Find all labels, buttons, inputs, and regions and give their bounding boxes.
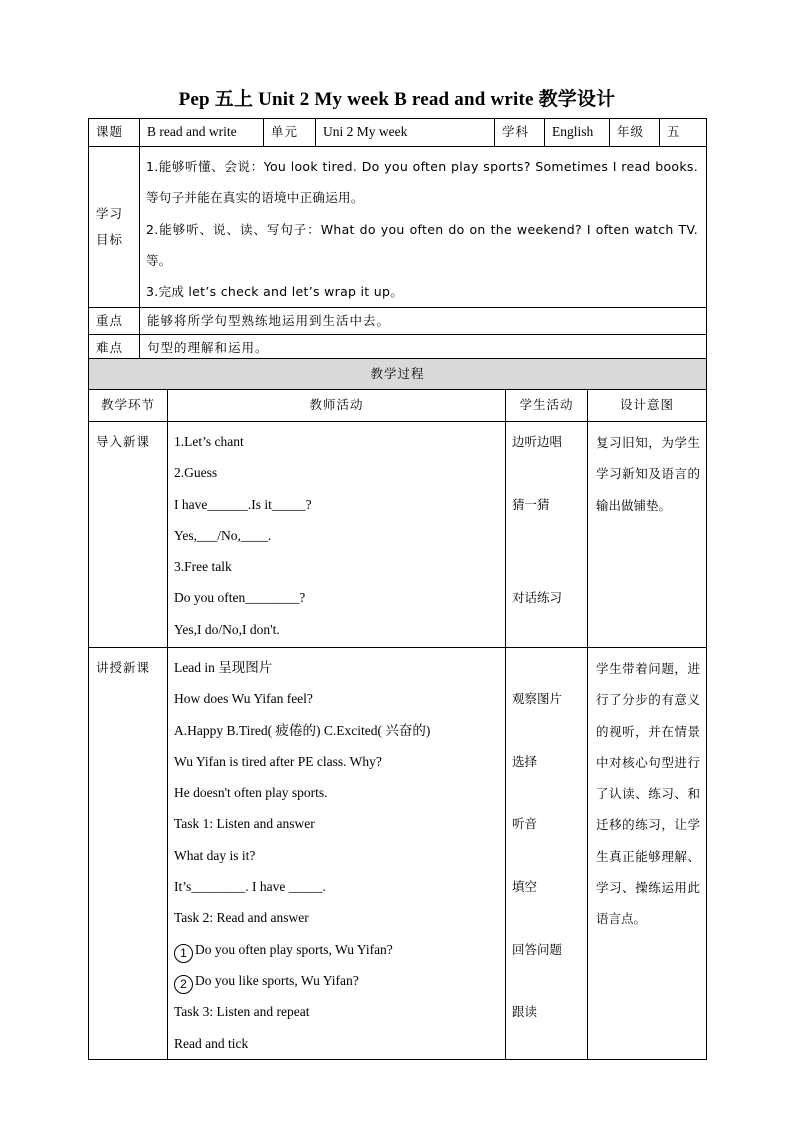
unit-label: 单元 xyxy=(264,119,316,147)
student-line: 选择 xyxy=(512,753,538,769)
teacher-line: How does Wu Yifan feel? xyxy=(174,691,313,707)
column-header: 教师活动 xyxy=(168,390,506,422)
page-title: Pep 五上 Unit 2 My week B read and write 教学设计 xyxy=(178,89,616,110)
subject-label: 学科 xyxy=(495,119,545,147)
column-header: 学生活动 xyxy=(506,390,588,422)
student-activity xyxy=(506,422,588,648)
teacher-line: 1.Let’s chant xyxy=(174,434,244,449)
teacher-line: I have______.Is it_____? xyxy=(174,496,312,512)
lesson-info-table xyxy=(88,118,707,362)
topic-label: 课题 xyxy=(89,119,140,147)
objective-item: 2.能够听、说、读、写句子：What do you often do on the weekend? I often watch TV. 等。 xyxy=(146,221,698,268)
teacher-line: Read and tick xyxy=(174,1035,249,1051)
teacher-line: Yes,I do/No,I don't. xyxy=(174,621,280,637)
objectives-content xyxy=(140,147,707,308)
process-header: 教学过程 xyxy=(89,359,707,390)
student-activity xyxy=(506,648,588,1060)
teacher-line: Task 2: Read and answer xyxy=(174,910,309,926)
design-intent: 学生带着问题，进行了分步的有意义的视听，并在情景中对核心句型进行了认读、练习、和迁移的练习，让学生真正能够理解、学习、操练运用此语言点。 xyxy=(588,648,707,1060)
circled-number-1: 1 xyxy=(174,944,193,963)
teacher-line: 1 Do you often play sports, Wu Yifan? xyxy=(174,934,498,965)
grade-value: 五 xyxy=(660,119,707,147)
teacher-line: Task 1: Listen and answer xyxy=(174,816,315,832)
teacher-line: Lead in 呈现图片 xyxy=(174,660,273,675)
key-point-text: 能够将所学句型熟练地运用到生活中去。 xyxy=(140,308,707,335)
stage-name: 导入新课 xyxy=(89,422,168,648)
teacher-line: Do you often________? xyxy=(174,590,306,606)
teacher-line: 2.Guess xyxy=(174,465,218,481)
column-header: 教学环节 xyxy=(89,390,168,422)
teacher-line: 3.Free talk xyxy=(174,559,232,575)
stage-name: 讲授新课 xyxy=(89,648,168,1060)
key-point-label: 重点 xyxy=(89,308,140,335)
process-table xyxy=(88,358,707,1060)
column-header: 设计意图 xyxy=(588,390,707,422)
objective-item: 1.能够听懂、会说：You look tired. Do you often play sports? Sometimes I read books.等句子并能在真实的语境中正确运用。 xyxy=(146,159,698,206)
subject-value: English xyxy=(545,119,610,147)
teacher-line: Yes,___/No,____. xyxy=(174,527,272,543)
student-line: 听音 xyxy=(512,816,538,832)
objective-item: 3.完成 let’s check and let’s wrap it up。 xyxy=(146,284,404,300)
student-line: 回答问题 xyxy=(512,941,563,957)
teacher-line: A.Happy B.Tired( 疲倦的) C.Excited( 兴奋的) xyxy=(174,722,431,738)
teacher-line: It’s________. I have _____. xyxy=(174,879,326,895)
topic-value: B read and write xyxy=(140,119,264,147)
student-line: 猜一猜 xyxy=(512,496,550,512)
student-line: 对话练习 xyxy=(512,590,563,606)
difficulty-label: 难点 xyxy=(89,335,140,362)
teacher-line: Wu Yifan is tired after PE class. Why? xyxy=(174,753,382,769)
difficulty-text: 句型的理解和运用。 xyxy=(140,335,707,362)
teacher-activity xyxy=(168,422,506,648)
teacher-line: What day is it? xyxy=(174,847,256,863)
circled-number-2: 2 xyxy=(174,975,193,994)
unit-value: Uni 2 My week xyxy=(316,119,495,147)
objectives-label: 学习 目标 xyxy=(89,147,140,308)
teacher-line: He doesn't often play sports. xyxy=(174,785,328,801)
design-intent: 复习旧知，为学生学习新知及语言的输出做铺垫。 xyxy=(588,422,707,648)
teacher-activity xyxy=(168,648,506,1060)
grade-label: 年级 xyxy=(610,119,660,147)
teacher-line: 2 Do you like sports, Wu Yifan? xyxy=(174,965,498,996)
student-line: 边听边唱 xyxy=(512,434,563,449)
teacher-line: Task 3: Listen and repeat xyxy=(174,1004,310,1020)
student-line: 跟读 xyxy=(512,1004,538,1020)
student-line: 观察图片 xyxy=(512,691,563,707)
student-line: 填空 xyxy=(512,879,538,895)
